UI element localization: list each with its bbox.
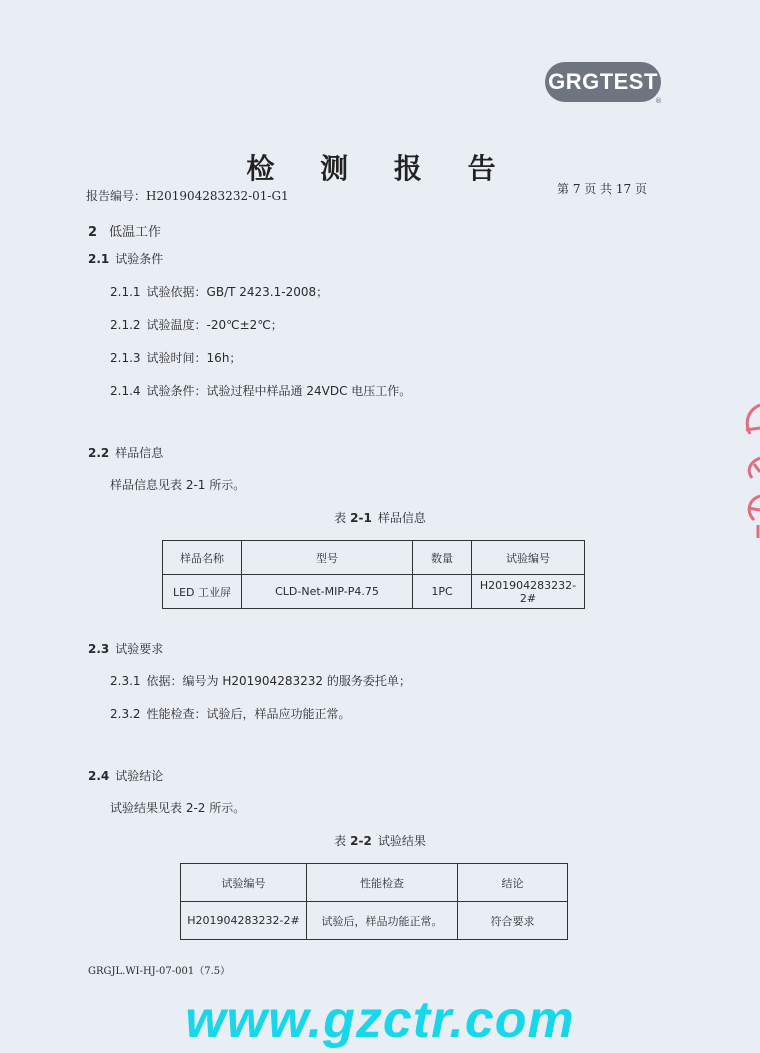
table-header-row: [181, 864, 568, 902]
table-cell: H201904283232-2#: [472, 575, 585, 609]
requirement-item: [110, 672, 411, 689]
caption-number: 2-2: [350, 834, 372, 848]
header-cell: 结论: [458, 864, 568, 902]
condition-item: [110, 283, 328, 300]
item-text: 试验温度：-20℃±2℃；: [146, 318, 283, 332]
caption-title: 样品信息: [377, 511, 426, 525]
item-text: 试验时间：16h；: [146, 351, 242, 365]
page-title: 检 测 报 告: [246, 152, 514, 185]
condition-item: [110, 349, 241, 366]
subsection-title: 试验结论: [115, 769, 164, 783]
table-row: [181, 902, 568, 940]
table-cell: 1PC: [413, 575, 472, 609]
table-caption-2-2: [0, 832, 760, 849]
sample-info-table: [162, 540, 585, 609]
table-row: [163, 575, 585, 609]
subsection-number: 2.2: [88, 446, 110, 460]
caption-prefix: 表: [334, 834, 347, 848]
page-info: 第 7 页 共 17 页: [557, 182, 647, 196]
subsection-title: 试验要求: [115, 642, 164, 656]
header-cell: 型号: [242, 541, 413, 575]
item-text: 试验依据：GB/T 2423.1-2008；: [146, 285, 329, 299]
section-number: 2: [88, 225, 98, 240]
grgtest-logo: [545, 62, 661, 102]
condition-item: [110, 316, 283, 333]
item-number: 2.1.1: [110, 285, 141, 299]
subsection-title: 样品信息: [115, 446, 164, 460]
item-number: 2.1.2: [110, 318, 141, 332]
caption-number: 2-1: [350, 511, 372, 525]
table-cell: CLD-Net-MIP-P4.75: [242, 575, 413, 609]
caption-prefix: 表: [334, 511, 347, 525]
item-number: 2.1.4: [110, 384, 141, 398]
caption-title: 试验结果: [377, 834, 426, 848]
subsection-number: 2.1: [88, 252, 110, 266]
subsection-heading-2-2: [88, 444, 163, 461]
header-cell: 数量: [413, 541, 472, 575]
table-cell: 符合要求: [458, 902, 568, 940]
subsection-title: 试验条件: [115, 252, 164, 266]
subsection-heading-2-3: [88, 640, 163, 657]
item-number: 2.1.3: [110, 351, 141, 365]
table-cell: 试验后，样品功能正常。: [307, 902, 458, 940]
footer-code: GRGJL.WI-HJ-07-001（7.5）: [88, 966, 231, 977]
table-caption-2-1: [0, 509, 760, 526]
requirement-item: [110, 705, 351, 722]
registered-mark: ®: [655, 97, 662, 105]
sample-info-text: 样品信息见表 2-1 所示。: [110, 478, 246, 492]
header-cell: 试验编号: [472, 541, 585, 575]
header-cell: 性能检查: [307, 864, 458, 902]
stamp-fragment: [734, 400, 760, 540]
item-text: 依据：编号为 H201904283232 的服务委托单；: [146, 674, 411, 688]
logo-text: GRGTEST: [548, 69, 658, 94]
section-heading: [88, 221, 161, 240]
website-watermark: www.gzctr.com: [185, 991, 575, 1049]
item-text: 试验条件：试验过程中样品通 24VDC 电压工作。: [146, 384, 412, 398]
test-result-table: [180, 863, 568, 940]
condition-item: [110, 382, 411, 399]
subsection-number: 2.3: [88, 642, 110, 656]
header-cell: 试验编号: [181, 864, 307, 902]
header-cell: 样品名称: [163, 541, 242, 575]
subsection-number: 2.4: [88, 769, 110, 783]
report-number: 报告编号：H201904283232-01-G1: [86, 189, 289, 203]
item-text: 性能检查：试验后，样品应功能正常。: [146, 707, 351, 721]
table-cell: H201904283232-2#: [181, 902, 307, 940]
item-number: 2.3.2: [110, 707, 141, 721]
conclusion-text: 试验结果见表 2-2 所示。: [110, 801, 246, 815]
subsection-heading-2-4: [88, 767, 163, 784]
table-cell: LED 工业屏: [163, 575, 242, 609]
table-header-row: [163, 541, 585, 575]
item-number: 2.3.1: [110, 674, 141, 688]
section-title: 低温工作: [109, 225, 162, 240]
subsection-heading-2-1: [88, 250, 163, 267]
